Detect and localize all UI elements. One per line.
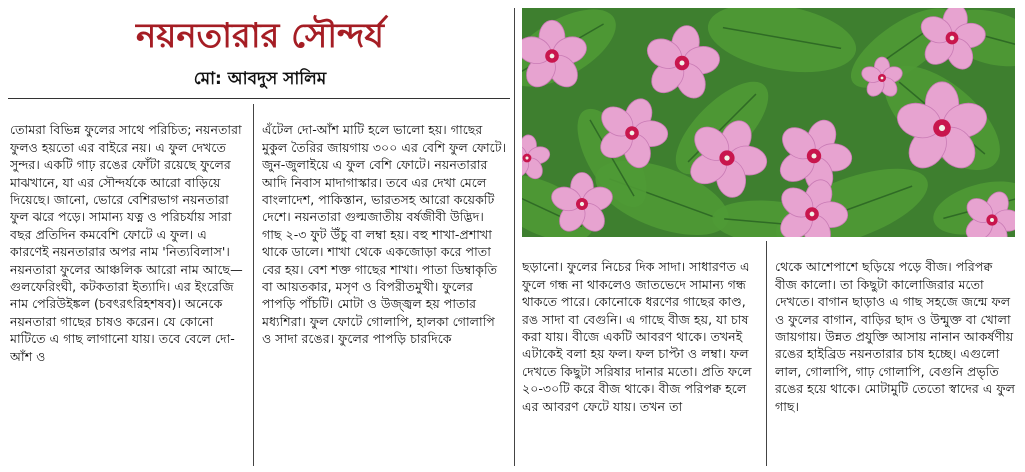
article-column-3 xyxy=(522,241,758,467)
column-4-text: থেকে আশেপাশে ছড়িয়ে পড়ে বীজ। পরিপক্ব বীজ কালো। তা কিছুটা কালোজিরার মতো দেখতে। বাগান ছাড়াও এ গাছ সহজে জন্মে ফল ও ফুলের বাগান, বাড়ির ছাদ ও উন্মুক্ত বা খোলা জায়গায়। উন্নত প্রযুক্তি আসায় নানান আকর্ষণীয় রঙের হাইব্রিড নয়নতারার চাষ হচ্ছে। এগুলো লাল, গোলাপি, গাঢ় গোলাপি, বেগুনি প্রভৃতি রঙের হয়ে থাকে। মোটামুটি তেতো স্বাদের এ ফুল গাছ। xyxy=(775,259,1015,414)
article-column-1 xyxy=(10,104,245,466)
column-divider xyxy=(253,104,254,466)
flower-center xyxy=(811,153,816,158)
article-column-2 xyxy=(262,104,507,466)
column-divider xyxy=(514,8,515,466)
flower-center xyxy=(724,155,729,160)
flower-center xyxy=(990,218,994,222)
periwinkle-flowers-photo xyxy=(522,8,1015,237)
column-1-text: তোমরা বিভিন্ন ফুলের সাথে পরিচিত; নয়নতারা ফুলও হয়তো এর বাইরে নয়। এ ফুল দেখতে সুন্দর। একটি গাঢ় রঙের ফোঁটা রয়েছে ফুলের মাঝখানে, যা এর সৌন্দর্যকে আরো বাড়িয়ে দিয়েছে। জানো, ভোরে বেশিরভাগ নয়নতারা ফুল ঝরে পড়ে। সামান্য যত্ন ও পরিচর্যায় সারা বছর প্রতিদিন কমবেশি ফোটে এ ফুল। এ কারণেই নয়নতারার অপর নাম 'নিত্যবিলাস'। নয়নতারা ফুলের আঞ্চলিক আরো নাম আছে—গুলফেরিংঘী, কটকতারা ইত্যাদি। এর ইংরেজি নাম পেরিউইঙ্কল (চবৎরৎরিহশষব)। অনেকে নয়নতারা গাছের চাষও করেন। যে কোনো মাটিতে এ গাছ লাগানো যায়। তবে বেলে দো-আঁশ ও xyxy=(10,122,243,364)
article-byline: মো: আবদুস সালিম xyxy=(193,69,327,89)
flower-center xyxy=(630,131,635,136)
flower-center xyxy=(810,212,815,217)
flower-center xyxy=(679,60,684,65)
column-2-text: এঁটেল দো-আঁশ মাটি হলে ভালো হয়। গাছের মুকুল তৈরির জায়গায় ৩০০ এর বেশি ফুল ফোটে। জুন-জুলাইয়ে এ ফুল বেশি ফোটে। নয়নতারার আদি নিবাস মাদাগাস্কার। তবে এর দেখা মেলে বাংলাদেশ, পাকিস্তান, ভারতসহ আরো কয়েকটি দেশে। নয়নতারা গুল্মজাতীয় বর্ষজীবী উদ্ভিদ। গাছ ২-৩ ফুট উঁচু বা লম্বা হয়। বহু শাখা-প্রশাখা থাকে ডালে। শাখা থেকে একজোড়া করে পাতা বের হয়। বেশ শক্ত গাছের শাখা। পাতা ডিম্বাকৃতি বা আয়তকার, মসৃণ ও বিপরীতমুখী। ফুলের পাপড়ি পাঁচটি। মোটা ও উজ্জ্বল হয় পাতার মধ্যশিরা। ফুল ফোটে গোলাপি, হালকা গোলাপি ও সাদা রঙের। ফুলের পাপড়ি চারদিকে xyxy=(262,122,507,347)
flower-center xyxy=(580,202,584,206)
flower-center xyxy=(525,156,528,159)
flower-center xyxy=(950,36,954,40)
article-title: নয়নতারার সৌন্দর্য xyxy=(136,16,384,56)
flower-center xyxy=(939,125,945,131)
title-divider xyxy=(8,98,510,99)
flower-center xyxy=(550,54,555,59)
flower-center xyxy=(881,77,884,80)
article-column-4 xyxy=(775,241,1017,467)
column-3-text: ছড়ানো। ফুলের নিচের দিক সাদা। সাধারণত এ ফুলে গন্ধ না থাকলেও জাতভেদে সামান্য গন্ধ থাকতে পারে। কোনোকে ধরণের গাছের কাণ্ড, রঙ সাদা বা বেগুনি। এ গাছে বীজ হয়, যা চাষ করা যায়। বীজে একটি আবরণ থাকে। তখনই এটাকেই বলা হয় ফল। ফল চাপ্টা ও লম্বা। ফল দেখতে কিছুটা সরিষার দানার মতো। প্রতি ফলে ২০-৩০টি করে বীজ থাকে। বীজ পরিপক্ব হলে এর আবরণ ফেটে যায়। তখন তা xyxy=(522,259,752,414)
flowers-illustration xyxy=(522,8,1015,237)
column-divider xyxy=(766,241,767,466)
